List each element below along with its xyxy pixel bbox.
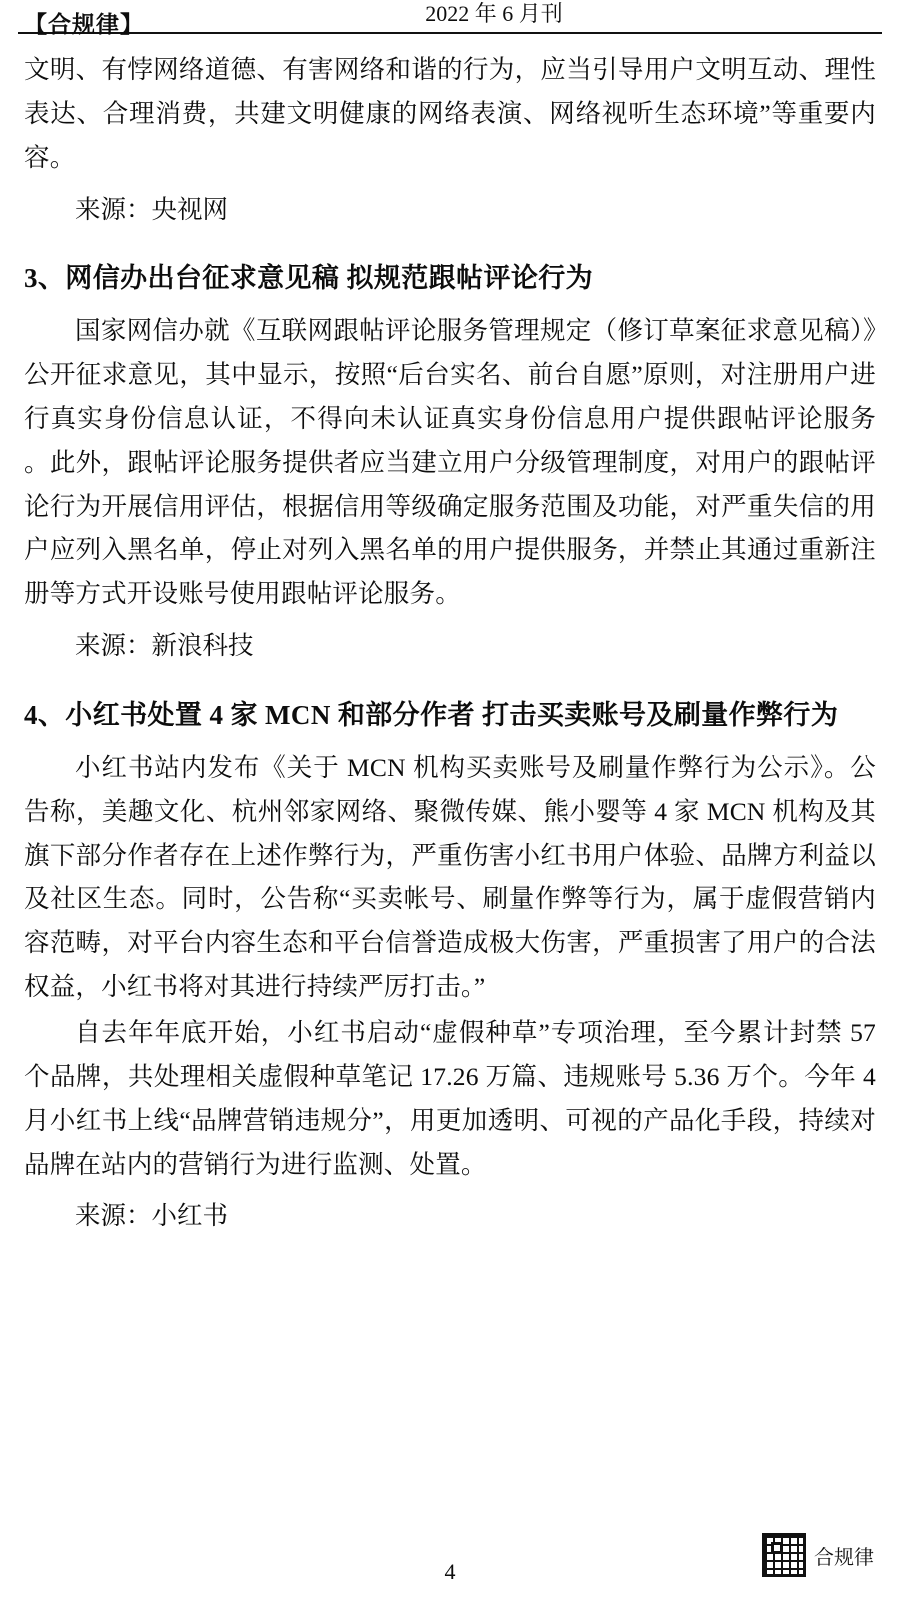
- page-number: 4: [444, 1559, 456, 1584]
- source-line-1: 来源：央视网: [75, 194, 229, 224]
- qr-code-icon: [762, 1533, 806, 1577]
- section-heading-3: 3、网信办出台征求意见稿 拟规范跟帖评论行为: [24, 263, 594, 294]
- page-header: [18, 0, 882, 37]
- section-4-paragraph-1: 小红书站内发布《关于 MCN 机构买卖账号及刷量作弊行为公示》。公告称，美趣文化、杭州邻家网络、聚微传媒、熊小婴等 4 家 MCN 机构及其旗下部分作者存在上述作弊行为，严重伤害小红书用户体验、品牌方利益以及社区生态。同时，公告称“买卖帐号、刷量作弊等行为，属于虚假营销内容范畴，对平台内容生态和平台信誉造成极大伤害，严重损害了用户的合法权益，小红书将对其进行持续严厉打击。”: [24, 752, 876, 1002]
- paragraph-continued: 文明、有悖网络道德、有害网络和谐的行为，应当引导用户文明互动、理性表达、合理消费，共建文明健康的网络表演、网络视听生态环境”等重要内容。: [24, 55, 876, 172]
- publication-name: 【合规律】: [24, 12, 144, 37]
- issue-date: 2022 年 6 月刊: [425, 1, 563, 26]
- wechat-account-label: 合规律: [814, 1546, 874, 1569]
- source-line-3: 来源：小红书: [75, 1201, 229, 1231]
- section-heading-4: 4、小红书处置 4 家 MCN 和部分作者 打击买卖账号及刷量作弊行为: [24, 700, 839, 731]
- source-line-2: 来源：新浪科技: [75, 631, 254, 661]
- section-4-paragraph-2: 自去年年底开始，小红书启动“虚假种草”专项治理，至今累计封禁 57 个品牌，共处理相关虚假种草笔记 17.26 万篇、违规账号 5.36 万个。今年 4 月小红书上线“品牌营销违规分”，用更加透明、可视的产品化手段，持续对品牌在站内的营销行为进行监测、处置。: [24, 1017, 876, 1179]
- wechat-account-block: [762, 1533, 874, 1577]
- section-3-paragraph: 国家网信办就《互联网跟帖评论服务管理规定（修订草案征求意见稿）》公开征求意见，其中显示，按照“后台实名、前台自愿”原则，对注册用户进行真实身份信息认证，不得向未认证真实身份信息用户提供跟帖评论服务 。此外，跟帖评论服务提供者应当建立用户分级管理制度，对用户的跟帖评论行为开展信用评估，根据信用等级确定服务范围及功能，对严重失信的用户应列入黑名单，停止对列入黑名单的用户提供服务，并禁止其通过重新注册等方式开设账号使用跟帖评论服务。: [24, 316, 876, 609]
- page-content: [18, 34, 882, 1238]
